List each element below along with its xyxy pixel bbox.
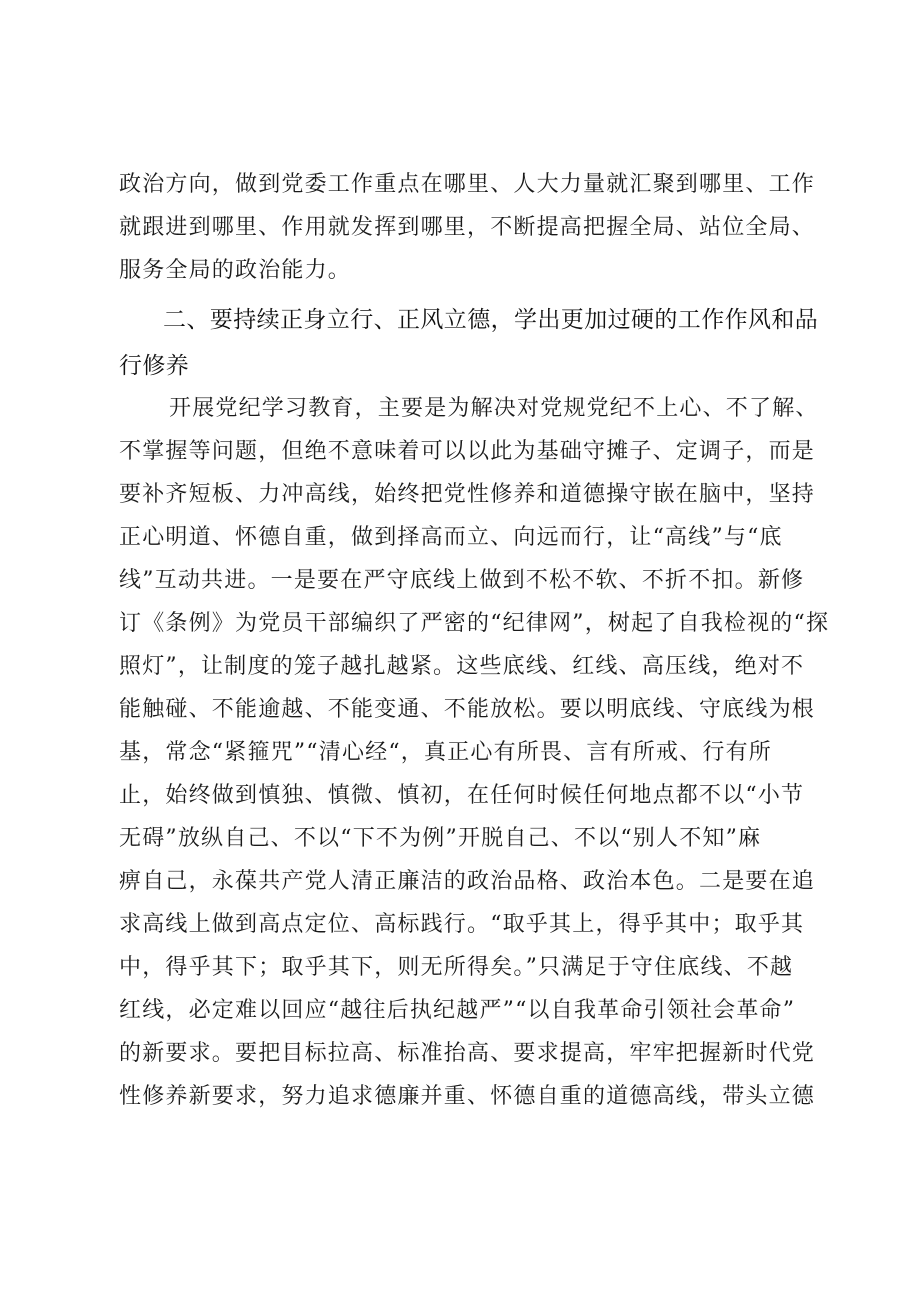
paragraph-line: 基，常念“紧箍咒”“清心经“，真正心有所畏、言有所戒、行有所 — [119, 740, 772, 765]
paragraph-line: 无碍”放纵自己、不以“下不为例”开脱自己、不以“别人不知”麻 — [119, 826, 762, 851]
paragraph-line: 痹自己，永葆共产党人清正廉洁的政治品格、政治本色。二是要在追 — [119, 869, 816, 894]
paragraph-political-direction — [119, 170, 819, 290]
paragraph-line: 开展党纪学习教育，主要是为解决对党规党纪不上心、不了解、 — [169, 396, 819, 421]
section-heading-two — [119, 305, 819, 385]
paragraph-party-discipline — [119, 394, 830, 1144]
paragraph-line: 止，始终做到慎独、慎微、慎初，在任何时候任何地点都不以“小节 — [119, 783, 805, 808]
paragraph-line: 性修养新要求，努力追求德廉并重、怀德自重的道德高线，带头立德 — [119, 1084, 816, 1109]
paragraph-line: 中，得乎其下；取乎其下，则无所得矣。”只满足于守住底线、不越 — [119, 955, 794, 980]
paragraph-line: 线”互动共进。一是要在严守底线上做到不松不软、不折不扣。新修 — [119, 568, 805, 593]
paragraph-line: 订《条例》为党员干部编织了严密的“纪律网”，树起了自我检视的“探 — [119, 611, 830, 636]
paragraph-line: 要补齐短板、力冲高线，始终把党性修养和道德操守嵌在脑中，坚持 — [119, 482, 816, 507]
heading-line: 行修养 — [119, 353, 190, 379]
paragraph-line: 正心明道、怀德自重，做到择高而立、向远而行，让“高线”与“底 — [119, 525, 783, 550]
paragraph-line: 服务全局的政治能力。 — [119, 258, 352, 283]
paragraph-line: 红线，必定难以回应“越往后执纪越严”“以自我革命引领社会革命” — [119, 998, 796, 1023]
paragraph-line: 政治方向，做到党委工作重点在哪里、人大力量就汇聚到哪里、工作 — [119, 172, 816, 197]
paragraph-line: 照灯”，让制度的笼子越扎越紧。这些底线、红线、高压线，绝对不 — [119, 654, 805, 679]
paragraph-line: 能触碰、不能逾越、不能变通、不能放松。要以明底线、守底线为根 — [119, 697, 816, 722]
paragraph-line: 的新要求。要把目标拉高、标准抬高、要求提高，牢牢把握新时代党 — [119, 1041, 816, 1066]
heading-line: 二、要持续正身立行、正风立德，学出更加过硬的工作作风和品 — [163, 307, 819, 333]
paragraph-line: 求高线上做到高点定位、高标践行。“取乎其上，得乎其中；取乎其 — [119, 912, 805, 937]
paragraph-line: 不掌握等问题，但绝不意味着可以以此为基础守摊子、定调子，而是 — [119, 439, 816, 464]
paragraph-line: 就跟进到哪里、作用就发挥到哪里，不断提高把握全局、站位全局、 — [119, 215, 816, 240]
